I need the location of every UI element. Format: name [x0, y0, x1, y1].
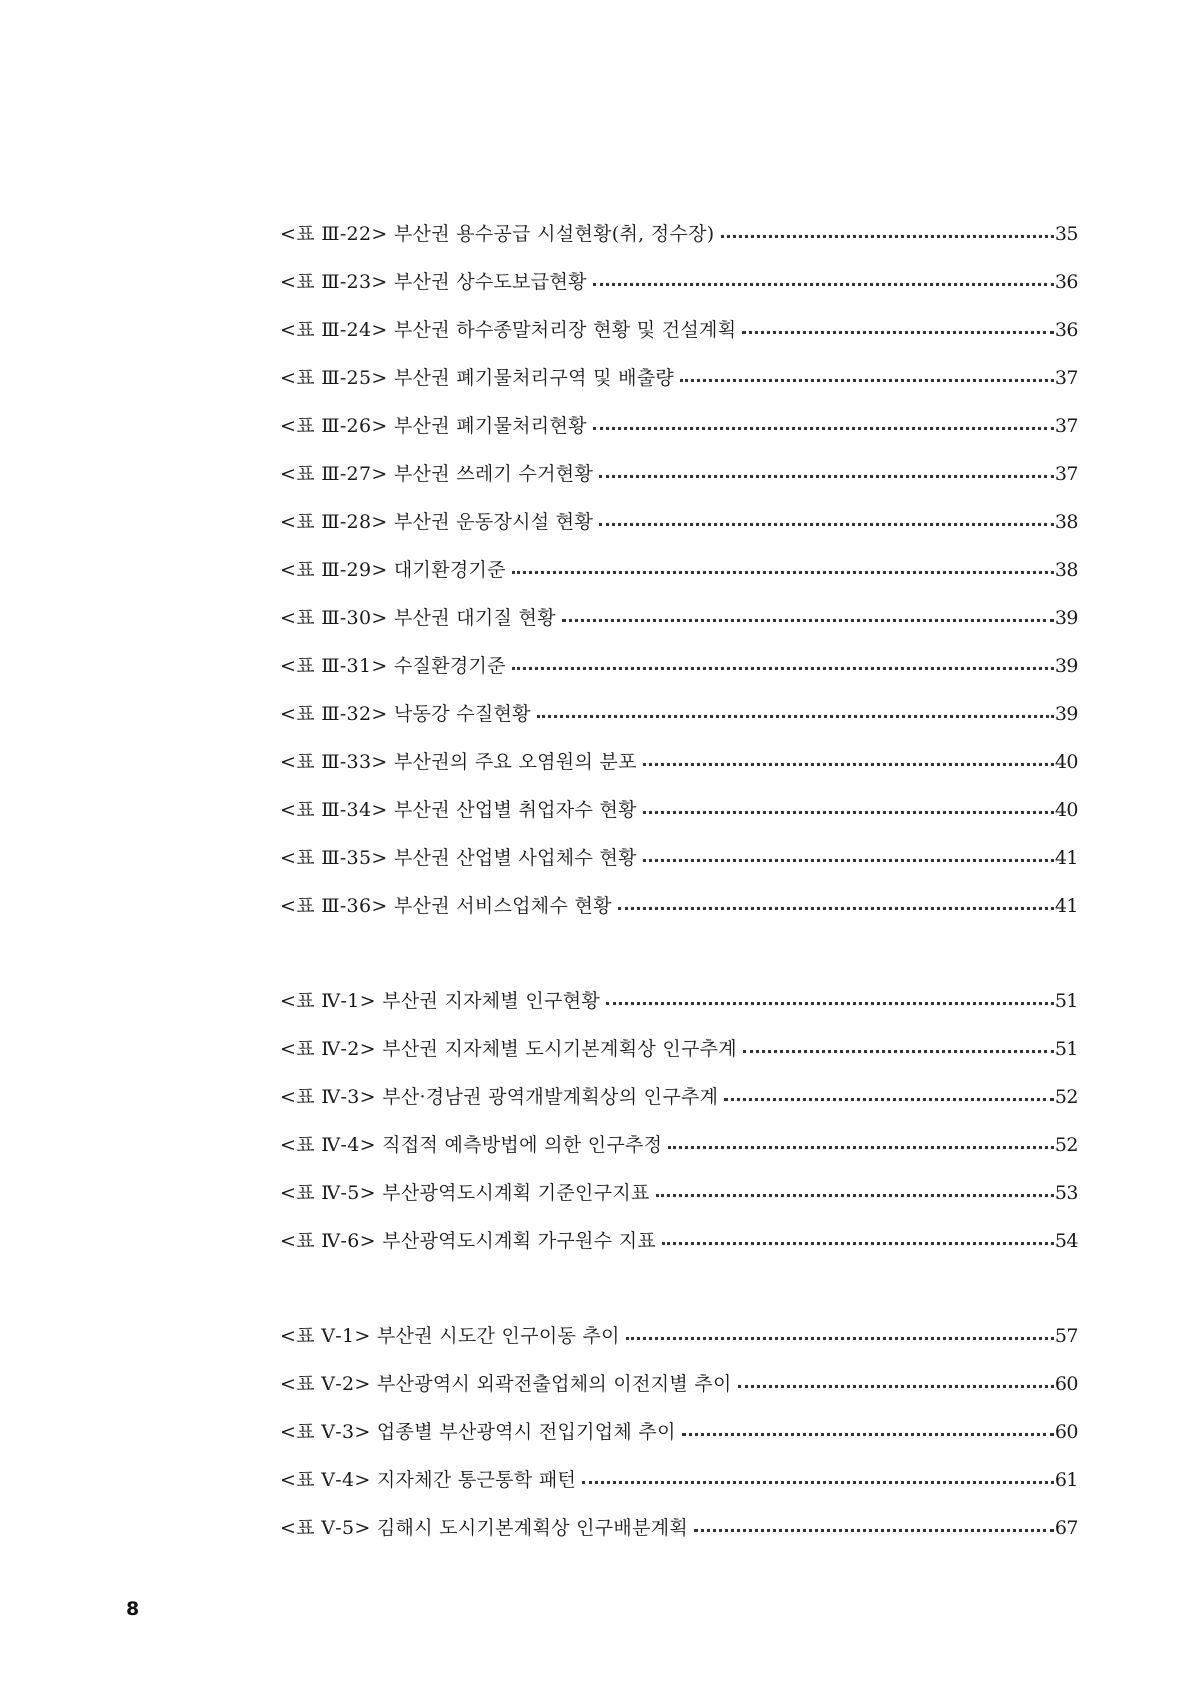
toc-entry-title: <표 Ⅳ-4> 직접적 예측방법에 의한 인구추정	[280, 1134, 663, 1156]
toc-entry-title: <표 Ⅳ-5> 부산광역도시계획 기준인구지표	[280, 1182, 650, 1204]
toc-entry-page: 37	[1054, 415, 1078, 437]
toc-entry-page: 38	[1054, 511, 1078, 533]
toc-entry-title: <표 Ⅲ-35> 부산권 산업별 사업체수 현황	[280, 847, 637, 869]
toc-entry-title: <표 Ⅲ-34> 부산권 산업별 취업자수 현황	[280, 799, 637, 821]
toc-entry[interactable]	[280, 698, 1078, 730]
dot-leader	[593, 283, 1054, 286]
dot-leader	[668, 1146, 1053, 1149]
toc-entry[interactable]	[280, 1416, 1078, 1448]
toc-entry-title: <표 Ⅲ-25> 부산권 폐기물처리구역 및 배출량	[280, 367, 675, 389]
toc-entry-page: 53	[1054, 1182, 1078, 1204]
dot-leader	[512, 667, 1054, 670]
toc-entry[interactable]	[280, 314, 1078, 346]
dot-leader	[743, 1050, 1054, 1053]
toc-entry-title: <표 Ⅲ-36> 부산권 서비스업체수 현황	[280, 895, 612, 917]
toc-entry[interactable]	[280, 1368, 1078, 1400]
toc-entry-page: 39	[1054, 607, 1078, 629]
dot-leader	[593, 427, 1054, 430]
dot-leader	[599, 523, 1054, 526]
toc-entry[interactable]	[280, 362, 1078, 394]
toc-entry-page: 60	[1054, 1421, 1078, 1443]
toc-entry-page: 36	[1054, 319, 1078, 341]
toc-entry[interactable]	[280, 1320, 1078, 1352]
toc-entry[interactable]	[280, 746, 1078, 778]
toc-entry[interactable]	[280, 266, 1078, 298]
dot-leader	[626, 1337, 1054, 1340]
toc-entry-page: 52	[1054, 1134, 1078, 1156]
toc-entry[interactable]	[280, 842, 1078, 874]
toc-entry-page: 54	[1054, 1230, 1078, 1252]
toc-entry-title: <표 Ⅲ-24> 부산권 하수종말처리장 현황 및 건설계획	[280, 319, 737, 341]
toc-entry[interactable]	[280, 650, 1078, 682]
toc-entry[interactable]	[280, 890, 1078, 922]
toc-entry-title: <표 Ⅲ-26> 부산권 폐기물처리현황	[280, 415, 587, 437]
toc-entry-page: 67	[1054, 1517, 1078, 1539]
toc-entry-page: 41	[1054, 847, 1078, 869]
dot-leader	[721, 235, 1054, 238]
toc-entry[interactable]	[280, 1512, 1078, 1544]
toc-entry[interactable]	[280, 1081, 1078, 1113]
toc-entry-title: <표 Ⅲ-28> 부산권 운동장시설 현황	[280, 511, 594, 533]
dot-leader	[742, 331, 1053, 334]
dot-leader	[562, 619, 1054, 622]
toc-entry[interactable]	[280, 1033, 1078, 1065]
toc-entry-title: <표 Ⅲ-27> 부산권 쓰레기 수거현황	[280, 463, 594, 485]
toc-entry-title: <표 Ⅲ-30> 부산권 대기질 현황	[280, 607, 556, 629]
toc-entry-page: 37	[1054, 367, 1078, 389]
toc-entry-title: <표 Ⅲ-29> 대기환경기준	[280, 559, 506, 581]
dot-leader	[599, 475, 1054, 478]
toc-entry-title: <표 Ⅳ-2> 부산권 지자체별 도시기본계획상 인구추계	[280, 1038, 737, 1060]
toc-entry-page: 57	[1054, 1325, 1078, 1347]
dot-leader	[643, 859, 1054, 862]
toc-entry-title: <표 Ⅲ-22> 부산권 용수공급 시설현황(취, 정수장)	[280, 223, 715, 245]
toc-entry[interactable]	[280, 1177, 1078, 1209]
dot-leader	[537, 715, 1054, 718]
toc-entry-title: <표 Ⅲ-33> 부산권의 주요 오염원의 분포	[280, 751, 637, 773]
dot-leader	[680, 379, 1054, 382]
toc-entry-page: 39	[1054, 703, 1078, 725]
toc-entry-title: <표 Ⅴ-2> 부산광역시 외곽전출업체의 이전지별 추이	[280, 1373, 732, 1395]
toc-entry-page: 51	[1054, 990, 1078, 1012]
toc-entry-page: 38	[1054, 559, 1078, 581]
toc-entry-title: <표 Ⅴ-1> 부산권 시도간 인구이동 추이	[280, 1325, 620, 1347]
toc-entry-page: 51	[1054, 1038, 1078, 1060]
toc-entry-page: 40	[1054, 751, 1078, 773]
dot-leader	[656, 1194, 1054, 1197]
page-number: 8	[126, 1598, 140, 1620]
toc-entry-title: <표 Ⅳ-3> 부산·경남권 광역개발계획상의 인구추계	[280, 1086, 719, 1108]
toc-entry-title: <표 Ⅲ-23> 부산권 상수도보급현황	[280, 271, 587, 293]
toc-entry-title: <표 Ⅲ-32> 낙동강 수질현황	[280, 703, 531, 725]
toc-entry[interactable]	[280, 458, 1078, 490]
toc-entry[interactable]	[280, 554, 1078, 586]
toc-entry-page: 35	[1054, 223, 1078, 245]
toc-entry-page: 61	[1054, 1469, 1078, 1491]
toc-entry-page: 52	[1054, 1086, 1078, 1108]
dot-leader	[606, 1002, 1054, 1005]
toc-entry[interactable]	[280, 410, 1078, 442]
dot-leader	[662, 1242, 1054, 1245]
toc-entry-page: 60	[1054, 1373, 1078, 1395]
toc-entry-page: 39	[1054, 655, 1078, 677]
toc-entry-title: <표 Ⅴ-3> 업종별 부산광역시 전입기업체 추이	[280, 1421, 676, 1443]
toc-entry-page: 41	[1054, 895, 1078, 917]
dot-leader	[738, 1385, 1054, 1388]
dot-leader	[694, 1529, 1054, 1532]
toc-entry[interactable]	[280, 1225, 1078, 1257]
toc-entry-title: <표 Ⅳ-6> 부산광역도시계획 가구원수 지표	[280, 1230, 656, 1252]
toc-entry-title: <표 Ⅳ-1> 부산권 지자체별 인구현황	[280, 990, 601, 1012]
dot-leader	[682, 1433, 1054, 1436]
toc-entry-page: 37	[1054, 463, 1078, 485]
toc-entry[interactable]	[280, 985, 1078, 1017]
dot-leader	[618, 907, 1054, 910]
toc-entry-title: <표 Ⅴ-4> 지자체간 통근통학 패턴	[280, 1469, 577, 1491]
toc-entry[interactable]	[280, 506, 1078, 538]
toc-entry[interactable]	[280, 1129, 1078, 1161]
dot-leader	[582, 1481, 1054, 1484]
toc-entry[interactable]	[280, 794, 1078, 826]
toc-entry-page: 40	[1054, 799, 1078, 821]
toc-entry-title: <표 Ⅴ-5> 김해시 도시기본계획상 인구배분계획	[280, 1517, 689, 1539]
dot-leader	[643, 763, 1054, 766]
toc-entry[interactable]	[280, 602, 1078, 634]
toc-entry-title: <표 Ⅲ-31> 수질환경기준	[280, 655, 506, 677]
toc-entry-page: 36	[1054, 271, 1078, 293]
toc-entry[interactable]	[280, 218, 1078, 250]
dot-leader	[643, 811, 1054, 814]
dot-leader	[724, 1098, 1054, 1101]
toc-entry[interactable]	[280, 1464, 1078, 1496]
dot-leader	[512, 571, 1054, 574]
